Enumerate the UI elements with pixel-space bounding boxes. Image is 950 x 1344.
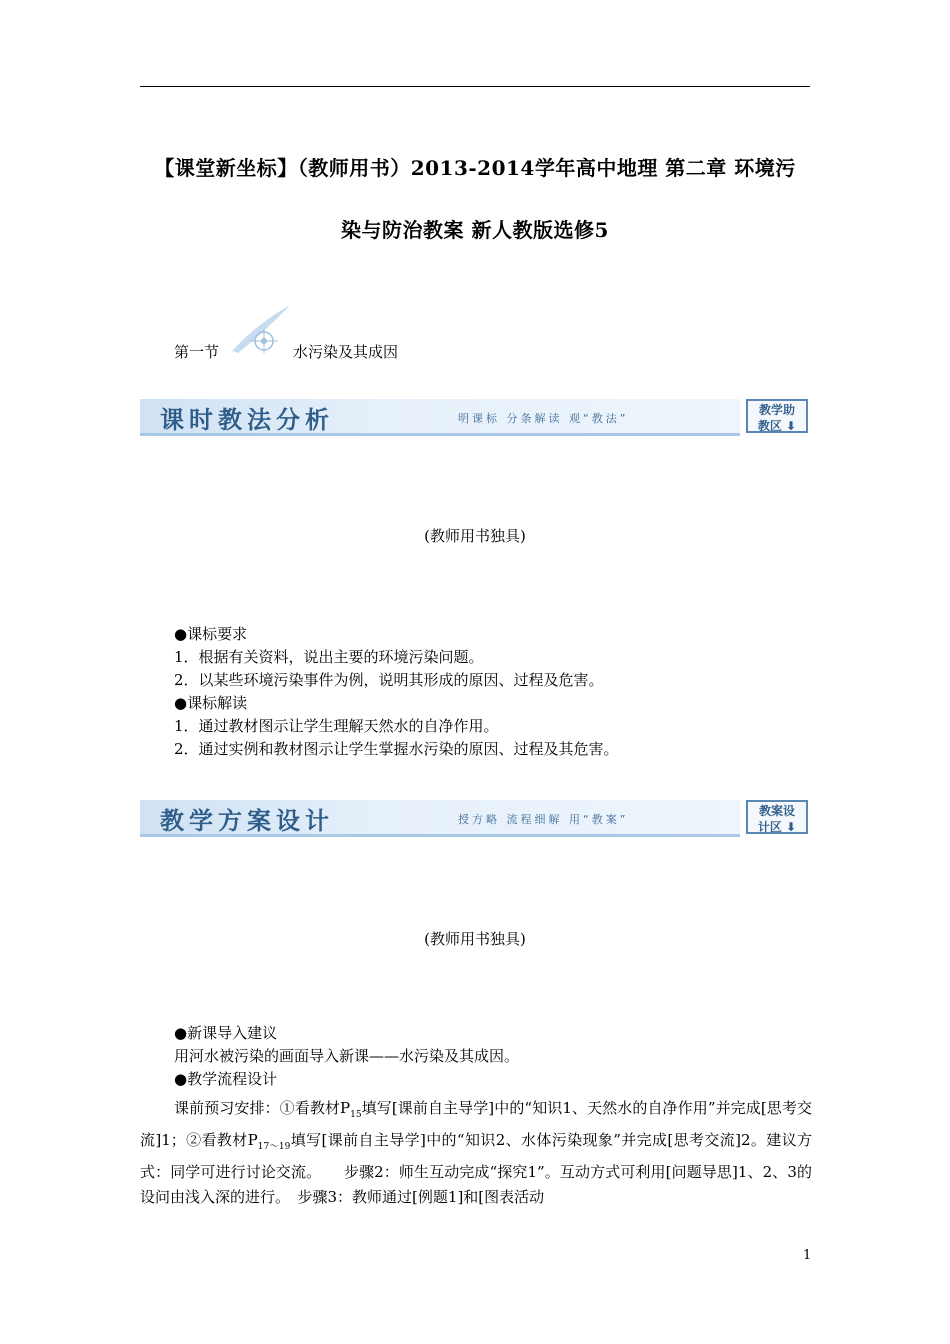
flow-subscript: 15: [350, 1110, 362, 1120]
text-line: ●新课导入建议: [174, 1024, 278, 1042]
banner-tag-line1: 教学助: [758, 403, 795, 417]
text-line: ●教学流程设计: [174, 1070, 278, 1088]
banner-tag-line2: 计区 ⬇: [757, 820, 797, 834]
text-line: ●课标要求: [174, 625, 248, 643]
intro-block: [174, 1022, 814, 1091]
text-line: 2．以某些环境污染事件为例，说明其形成的原因、过程及危害。: [174, 671, 604, 689]
document-title-line1: 【课堂新坐标】（教师用书）2013-2014学年高中地理 第二章 环境污: [154, 156, 796, 180]
teacher-only-note: (教师用书独具): [424, 930, 526, 948]
text-line: 2．通过实例和教材图示让学生掌握水污染的原因、过程及其危害。: [174, 740, 619, 758]
banner-tag-line2: 教区 ⬇: [757, 419, 797, 433]
page-number: 1: [803, 1248, 812, 1263]
text-line: 1．根据有关资料，说出主要的环境污染问题。: [174, 648, 484, 666]
curriculum-block: [174, 623, 814, 761]
flow-subscript: 17～19: [257, 1142, 291, 1152]
section-heading: [174, 341, 674, 363]
banner-tag-line1: 教案设: [758, 804, 795, 818]
banner-lesson-analysis: [140, 399, 812, 437]
teacher-only-note: (教师用书独具): [424, 527, 526, 545]
text-line: 用河水被污染的画面导入新课——水污染及其成因。: [174, 1047, 520, 1065]
text-line: ●课标解读: [174, 694, 248, 712]
flow-text: 填写[课前自主导学]中的“知识2、水体污染现象”并完成[思考交流]2。建议方式：同学可进行讨论交流。 步骤2：师生互动完成“探究1”。互动方式可利用[问题导思]1、2、3的设问由浅入深的进行。 步骤3：教师通过[例题1]和[图表活动: [140, 1131, 812, 1206]
banner-subtitle: 明课标 分条解读 观“教法”: [458, 412, 629, 425]
banner-subtitle: 授方略 流程细解 用“教案”: [458, 813, 629, 826]
flow-text: 填写[课前自主导学]中的“知识1、天然水的自净作用”并完成[思考交流]1；②看教材P: [140, 1099, 812, 1149]
section-number: 第一节: [174, 343, 220, 361]
flow-text: 课前预习安排：①看教材P: [174, 1099, 351, 1117]
banner-title: 教学方案设计: [160, 807, 334, 835]
header-rule: [140, 86, 810, 87]
teaching-flow-paragraph: [140, 1096, 812, 1210]
banner-tag-box: [746, 399, 808, 433]
section-name: 水污染及其成因: [293, 343, 399, 361]
banner-title: 课时教法分析: [160, 406, 334, 434]
banner-teaching-plan: [140, 800, 812, 838]
text-line: 1．通过教材图示让学生理解天然水的自净作用。: [174, 717, 499, 735]
banner-tag-box: [746, 800, 808, 834]
document-title-line2: 染与防治教案 新人教版选修5: [341, 218, 609, 242]
